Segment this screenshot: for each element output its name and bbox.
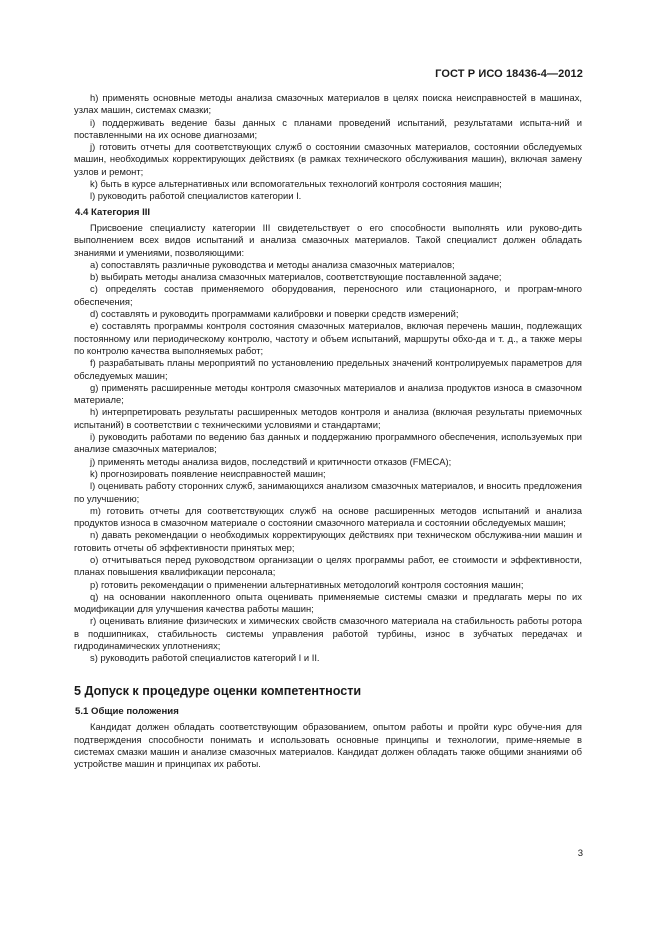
standard-number: ГОСТ Р ИСО 18436-4—2012 (435, 68, 583, 80)
list-item: i) руководить работами по ведению баз данных и поддержанию программного обеспечения, используемых при анализе смазочных материалов; (74, 431, 582, 455)
list-item: l) руководить работой специалистов категории I. (90, 190, 302, 202)
list-item: k) быть в курсе альтернативных или вспомогательных технологий контроля состояния машин; (90, 178, 502, 190)
section-5-1-heading: 5.1 Общие положения (75, 705, 179, 717)
list-item: c) определять состав применяемого оборудования, переносного или стационарного, и програм-много обеспечения; (74, 283, 582, 307)
list-item: i) поддерживать ведение базы данных с планами проведений испытаний, результатами испыта-ний и поставленными на их основе диагнозами; (74, 116, 582, 140)
list-item: j) применять методы анализа видов, последствий и критичности отказов (FMECA); (90, 455, 452, 467)
list-item: b) выбирать методы анализа смазочных материалов, соответствующие поставленной задаче; (90, 271, 502, 283)
list-item: l) оценивать работу сторонних служб, занимающихся анализом смазочных материалов, и вносить предложения по улучшению; (74, 480, 582, 504)
list-item: g) применять расширенные методы контроля смазочных материалов и анализа продуктов износа в смазочном материале; (74, 381, 582, 406)
list-item: k) прогнозировать появление неисправностей машин; (90, 467, 326, 479)
list-item: h) интерпретировать результаты расширенных методов контроля и анализа (включая результаты приемочных испытаний) в соответствии с техническими условиями и стандартами; (74, 406, 582, 430)
list-item: m) готовить отчеты для соответствующих служб на основе расширенных методов испытаний и анализа продуктов износа в смазочном материале о состоянии смазочного материала и состоянии обследуемых машин; (74, 504, 582, 529)
list-item: e) составлять программы контроля состояния смазочных материалов, включая перечень машин, подлежащих постоянному или периодическому контролю, частоту и объем испытаний, маршруты обхо-да и т. д., а также меры по контролю качества выполняемых работ; (74, 320, 582, 356)
list-item: o) отчитываться перед руководством организации о целях программы работ, ее стоимости и эффективности, планах повышения квалификации персонала; (74, 553, 582, 578)
list-item: j) готовить отчеты для соответствующих служб о состоянии смазочных материалов, состоянии обследуемых машин, необходимых корректирующих действиях (в рамках технического обслуживания машин), включая замену узлов и ремонт; (74, 141, 582, 177)
list-item: d) составлять и руководить программами калибровки и поверки средств измерений; (90, 308, 459, 320)
section-5-heading: 5 Допуск к процедуре оценки компетентности (74, 683, 362, 698)
list-item: h) применять основные методы анализа смазочных материалов в целях поиска неисправностей в машинах, узлах машин, системах смазки; (74, 92, 582, 116)
page-content (74, 92, 582, 770)
list-item: r) оценивать влияние физических и химических свойств смазочного материала на стабильность работы ротора в подшипниках, стабильность системы управления работой турбины, износ в зубчатых передачах и гидродинамических уплотнениях; (74, 615, 582, 652)
list-item: s) руководить работой специалистов категорий I и II. (90, 652, 320, 664)
section-4-4-intro: Присвоение специалисту категории III свидетельствует о его способности выполнять или руково-дить выполнением всех видов испытаний и анализа смазочных материалов. Такой специалист должен обладать знаниями и умениями, позволяющими: (74, 221, 582, 258)
section-5-1-paragraph: Кандидат должен обладать соответствующим образованием, опытом работы и пройти курс обуче-ния для подтверждения способности понимать и использовать основные принципы и технологии, приме-няемые в системах смазки машин и анализе смазочных материалов. Кандидат должен обладать также общими знаниями об устройстве машин и принципах их работы. (74, 721, 582, 770)
list-item: n) давать рекомендации о необходимых корректирующих действиях при техническом обслужива-нии машин и готовить отчеты об эффективности принятых мер; (74, 529, 582, 553)
page-number: 3 (577, 848, 583, 859)
list-item: f) разрабатывать планы мероприятий по установлению предельных значений контролируемых параметров для обследуемых машин; (74, 357, 582, 381)
list-item: p) готовить рекомендации о применении альтернативных методологий контроля состояния машин; (90, 578, 524, 590)
list-item: а) сопоставлять различные руководства и методы анализа смазочных материалов; (90, 258, 455, 270)
section44-list (74, 259, 582, 665)
list-item: q) на основании накопленного опыта оценивать применяемые системы смазки и предлагать меры по их модификации для улучшения качества работы машин; (74, 590, 582, 615)
section-4-4-heading: 4.4 Категория III (75, 206, 151, 218)
section3-list (74, 92, 582, 203)
